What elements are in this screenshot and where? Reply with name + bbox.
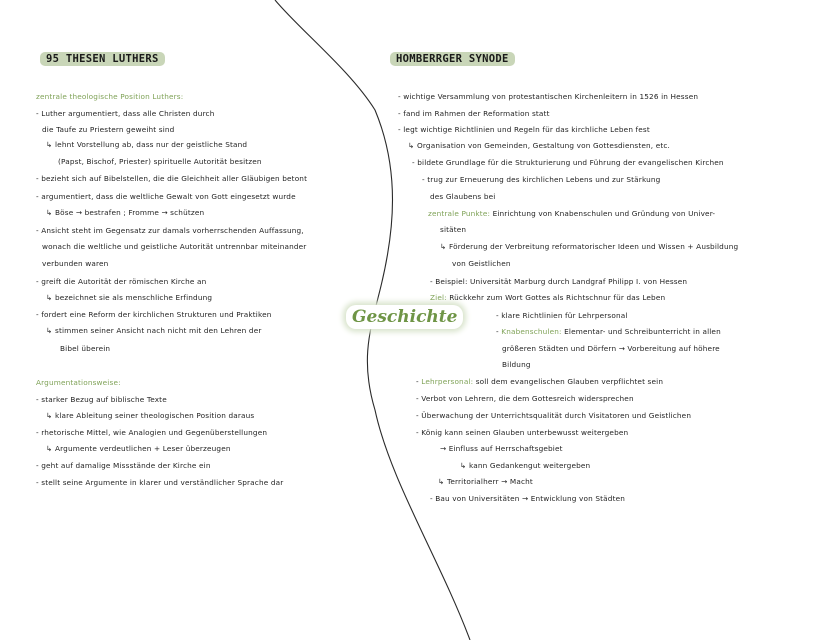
text-line: ↳ lehnt Vorstellung ab, dass nur der geistliche Stand <box>46 140 248 149</box>
text-line: Ziel: Rückkehr zum Wort Gottes als Richtschnur für das Leben <box>430 293 666 302</box>
subject-badge: Geschichte <box>346 305 463 329</box>
text-line: zentrale Punkte: Einrichtung von Knabenschulen und Gründung von Univer- <box>428 209 716 218</box>
text-line: - Bau von Universitäten → Entwicklung von Städten <box>430 494 625 503</box>
section-heading: zentrale theologische Position Luthers: <box>36 92 184 101</box>
text-line: (Papst, Bischof, Priester) spirituelle Autorität besitzen <box>58 157 262 166</box>
sub-arrow-icon: ↳ <box>438 477 445 486</box>
section-heading: Argumentationsweise: <box>36 378 121 387</box>
text-line: - Überwachung der Unterrichtsqualität durch Visitatoren und Geistlichen <box>416 411 692 420</box>
text-line: - legt wichtige Richtlinien und Regeln für das kirchliche Leben fest <box>398 125 650 134</box>
sub-arrow-icon: ↳ <box>440 242 447 251</box>
text-line: - Lehrpersonal: soll dem evangelischen Glauben verpflichtet sein <box>416 377 664 386</box>
text-line: Bildung <box>502 360 531 369</box>
sub-arrow-icon: ↳ <box>46 444 53 453</box>
text-line: ↳ Böse → bestrafen ; Fromme → schützen <box>46 208 205 217</box>
text-line: - bezieht sich auf Bibelstellen, die die Gleichheit aller Gläubigen betont <box>36 174 308 183</box>
text-line: des Glaubens bei <box>430 192 496 201</box>
sub-arrow-icon: ↳ <box>46 411 53 420</box>
text-line: - fand im Rahmen der Reformation statt <box>398 109 550 118</box>
text-line: - Beispiel: Universität Marburg durch Landgraf Philipp I. von Hessen <box>430 277 688 286</box>
text-line: wonach die weltliche und geistliche Autorität untrennbar miteinander <box>42 242 307 251</box>
sub-arrow-icon: ↳ <box>46 208 53 217</box>
sub-arrow-icon: ↳ <box>46 140 53 149</box>
text-line: ↳ kann Gedankengut weitergeben <box>460 461 591 470</box>
text-line: - geht auf damalige Missstände der Kirche ein <box>36 461 211 470</box>
text-line: - Ansicht steht im Gegensatz zur damals vorherrschenden Auffassung, <box>36 226 304 235</box>
text-line: - fordert eine Reform der kirchlichen Strukturen und Praktiken <box>36 310 272 319</box>
text-line: - wichtige Versammlung von protestantischen Kirchenleitern in 1526 in Hessen <box>398 92 699 101</box>
text-line: - argumentiert, dass die weltliche Gewalt von Gott eingesetzt wurde <box>36 192 296 201</box>
text-line: Bibel überein <box>60 344 111 353</box>
sub-arrow-icon: ↳ <box>46 326 53 335</box>
text-line: - Verbot von Lehrern, die dem Gottesreich widersprechen <box>416 394 634 403</box>
text-line: - starker Bezug auf biblische Texte <box>36 395 167 404</box>
text-line: → Einfluss auf Herrschaftsgebiet <box>440 444 563 453</box>
text-line: - rhetorische Mittel, wie Analogien und Gegenüberstellungen <box>36 428 268 437</box>
text-line: ↳ klare Ableitung seiner theologischen Position daraus <box>46 411 255 420</box>
text-line: - stellt seine Argumente in klarer und verständlicher Sprache dar <box>36 478 284 487</box>
right-title: HOMBERRGER SYNODE <box>390 52 515 66</box>
sub-arrow-icon: ↳ <box>408 141 415 150</box>
text-line: verbunden waren <box>42 259 109 268</box>
text-line: - König kann seinen Glauben unterbewusst weitergeben <box>416 428 629 437</box>
text-line: sitäten <box>440 225 467 234</box>
text-line: - trug zur Erneuerung des kirchlichen Lebens und zur Stärkung <box>422 175 661 184</box>
text-line: größeren Städten und Dörfern → Vorbereitung auf höhere <box>502 344 720 353</box>
text-line: - greift die Autorität der römischen Kirche an <box>36 277 207 286</box>
text-line: - Luther argumentiert, dass alle Christen durch <box>36 109 215 118</box>
text-line: - klare Richtlinien für Lehrpersonal <box>496 311 628 320</box>
text-line: ↳ Argumente verdeutlichen + Leser überzeugen <box>46 444 231 453</box>
text-line: ↳ Förderung der Verbreitung reformatorischer Ideen und Wissen + Ausbildung <box>440 242 739 251</box>
text-line: ↳ stimmen seiner Ansicht nach nicht mit den Lehren der <box>46 326 262 335</box>
sub-arrow-icon: ↳ <box>460 461 467 470</box>
left-title: 95 THESEN LUTHERS <box>40 52 165 66</box>
text-line: - bildete Grundlage für die Strukturierung und Führung der evangelischen Kirchen <box>412 158 724 167</box>
text-line: von Geistlichen <box>452 259 511 268</box>
sub-arrow-icon: ↳ <box>46 293 53 302</box>
text-line: die Taufe zu Priestern geweiht sind <box>42 125 175 134</box>
text-line: - Knabenschulen: Elementar- und Schreibunterricht in allen <box>496 327 721 336</box>
text-line: ↳ bezeichnet sie als menschliche Erfindung <box>46 293 213 302</box>
text-line: ↳ Territorialherr → Macht <box>438 477 533 486</box>
text-line: ↳ Organisation von Gemeinden, Gestaltung von Gottesdiensten, etc. <box>408 141 670 150</box>
